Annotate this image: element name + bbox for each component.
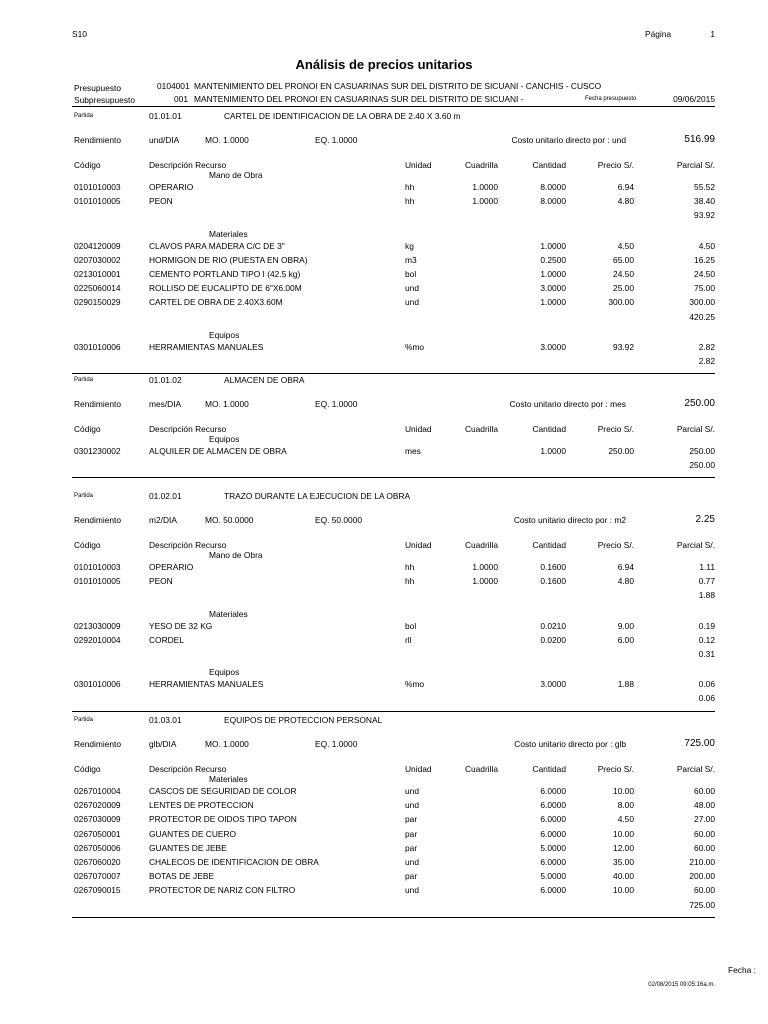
row-cantidad: 6.0000	[540, 828, 566, 839]
row-description: OPERARIO	[149, 182, 194, 192]
col-codigo-header: Código	[74, 424, 101, 434]
page-title: Análisis de precios unitarios	[295, 57, 473, 72]
costo-unitario-value: 2.25	[695, 514, 715, 525]
row-code: 0267030009	[74, 814, 121, 825]
row-unit: m3	[405, 254, 417, 265]
row-unit: und	[405, 800, 419, 811]
col-cuadrilla-header: Cuadrilla	[464, 424, 498, 434]
row-cantidad: 3.0000	[540, 341, 566, 352]
row-parcial: 16.25	[694, 254, 715, 265]
group-subtotal: 250.00	[689, 460, 715, 471]
group-title: Equipos	[209, 667, 240, 678]
row-code: 0301010006	[74, 679, 121, 690]
partida-code: 01.02.01	[149, 491, 182, 501]
row-description: HERRAMIENTAS MANUALES	[149, 341, 264, 352]
col-cuadrilla-header: Cuadrilla	[464, 764, 498, 774]
col-precio-header: Precio S/.	[597, 424, 634, 434]
col-descripcion-header: Descripción Recurso	[149, 540, 227, 550]
row-description: CEMENTO PORTLAND TIPO I (42.5 kg)	[149, 269, 301, 279]
row-cantidad: 8.0000	[540, 182, 566, 192]
costo-unitario-value: 250.00	[684, 398, 715, 409]
col-cantidad-header: Cantidad	[532, 540, 566, 550]
row-precio: 4.80	[617, 576, 634, 587]
costo-unitario-label: Costo unitario directo por : m2	[513, 515, 626, 525]
rendimiento-label: Rendimiento	[74, 135, 122, 145]
row-description: PEON	[149, 576, 173, 587]
row-code: 0204120009	[74, 240, 121, 251]
costo-unitario-label: Costo unitario directo por : mes	[509, 399, 626, 409]
row-unit: rll	[405, 634, 412, 645]
mo-value: MO. 50.0000	[205, 515, 254, 525]
row-cantidad: 6.0000	[540, 786, 566, 796]
footer-fecha-label: Fecha :	[728, 965, 756, 975]
row-cuadrilla: 1.0000	[472, 182, 498, 192]
row-cantidad: 0.2500	[540, 254, 566, 265]
col-cantidad-header: Cantidad	[532, 160, 566, 170]
partida-name: TRAZO DURANTE LA EJECUCION DE LA OBRA	[224, 491, 411, 501]
col-cantidad-header: Cantidad	[532, 764, 566, 774]
partida-name: ALMACEN DE OBRA	[224, 375, 305, 385]
row-description: ROLLISO DE EUCALIPTO DE 6"X6.00M	[149, 283, 302, 294]
rendimiento-unit: glb/DIA	[149, 739, 177, 749]
row-unit: bol	[405, 620, 417, 631]
partida-code: 01.01.01	[149, 111, 182, 121]
row-code: 0267070007	[74, 871, 121, 882]
row-description: PEON	[149, 196, 173, 207]
row-parcial: 2.82	[698, 341, 715, 352]
row-unit: und	[405, 297, 419, 308]
row-unit: und	[405, 283, 419, 294]
col-parcial-header: Parcial S/.	[676, 540, 715, 550]
row-precio: 10.00	[613, 786, 634, 796]
row-precio: 8.00	[617, 800, 634, 811]
costo-unitario-label: Costo unitario directo por : glb	[514, 739, 626, 749]
row-code: 0213030009	[74, 620, 121, 631]
row-code: 0101010005	[74, 576, 121, 587]
row-cantidad: 5.0000	[540, 842, 566, 853]
presupuesto-description: MANTENIMIENTO DEL PRONOI EN CASUARINAS SUR DEL DISTRITO DE SICUANI - CANCHIS - CUSCO	[194, 81, 602, 91]
row-cantidad: 3.0000	[540, 283, 566, 294]
group-subtotal: 420.25	[689, 311, 715, 322]
group-title: Mano de Obra	[209, 550, 263, 560]
partida-name: CARTEL DE IDENTIFICACION DE LA OBRA DE 2.40 X 3.60 m	[224, 111, 461, 121]
row-precio: 6.94	[617, 182, 634, 192]
row-description: PROTECTOR DE OIDOS TIPO TAPON	[149, 814, 297, 825]
row-description: GUANTES DE CUERO	[149, 828, 237, 839]
row-description: BOTAS DE JEBE	[149, 871, 214, 882]
col-unidad-header: Unidad	[405, 424, 432, 434]
row-parcial: 0.77	[698, 576, 715, 587]
subpresupuesto-label: Subpresupuesto	[74, 95, 135, 105]
row-description: CHALECOS DE IDENTIFICACION DE OBRA	[149, 857, 319, 867]
row-code: 0101010003	[74, 562, 121, 572]
group-subtotal: 725.00	[689, 899, 715, 910]
row-cuadrilla: 1.0000	[472, 196, 498, 207]
partida-label: Partida	[74, 377, 94, 383]
col-cuadrilla-header: Cuadrilla	[464, 160, 498, 170]
page-label: Página	[645, 29, 672, 39]
row-precio: 65.00	[613, 254, 634, 265]
rendimiento-label: Rendimiento	[74, 515, 122, 525]
row-unit: %mo	[405, 341, 425, 352]
col-cantidad-header: Cantidad	[532, 424, 566, 434]
row-description: HORMIGON DE RIO (PUESTA EN OBRA)	[149, 254, 308, 265]
group-subtotal: 2.82	[698, 356, 715, 366]
row-code: 0267020009	[74, 800, 121, 811]
presupuesto-label: Presupuesto	[74, 83, 122, 93]
row-code: 0292010004	[74, 634, 121, 645]
row-parcial: 75.00	[694, 283, 715, 294]
footer-timestamp: 02/08/2015 09:05:16a.m.	[648, 982, 715, 988]
row-parcial: 24.50	[694, 269, 715, 279]
row-code: 0213010001	[74, 269, 121, 279]
group-subtotal: 0.31	[698, 649, 715, 659]
subpresupuesto-description: MANTENIMIENTO DEL PRONOI EN CASUARINAS SUR DEL DISTRITO DE SICUANI -	[194, 94, 524, 104]
row-parcial: 250.00	[689, 446, 715, 456]
row-description: PROTECTOR DE NARIZ CON FILTRO	[149, 885, 296, 896]
row-parcial: 200.00	[689, 871, 715, 882]
costo-unitario-value: 725.00	[684, 738, 715, 749]
row-code: 0207030002	[74, 254, 121, 265]
group-subtotal: 0.06	[698, 693, 715, 704]
col-precio-header: Precio S/.	[597, 160, 634, 170]
col-descripcion-header: Descripción Recurso	[149, 160, 227, 170]
row-description: CLAVOS PARA MADERA C/C DE 3"	[149, 240, 285, 251]
row-code: 0301230002	[74, 446, 121, 456]
row-parcial: 48.00	[694, 800, 715, 811]
row-unit: kg	[405, 240, 414, 251]
row-code: 0290150029	[74, 297, 121, 308]
group-title: Equipos	[209, 434, 240, 444]
row-cantidad: 0.1600	[540, 576, 566, 587]
row-unit: par	[405, 814, 418, 825]
mo-value: MO. 1.0000	[205, 739, 249, 749]
row-cantidad: 1.0000	[540, 446, 566, 456]
partida-divider	[72, 711, 715, 712]
eq-value: EQ. 1.0000	[315, 399, 358, 409]
col-parcial-header: Parcial S/.	[676, 764, 715, 774]
col-codigo-header: Código	[74, 160, 101, 170]
rendimiento-label: Rendimiento	[74, 399, 122, 409]
row-precio: 93.92	[613, 341, 634, 352]
row-code: 0301010006	[74, 341, 121, 352]
row-cantidad: 5.0000	[540, 871, 566, 882]
row-precio: 25.00	[613, 283, 634, 294]
row-description: CASCOS DE SEGURIDAD DE COLOR	[149, 786, 297, 796]
row-cantidad: 0.0200	[540, 634, 566, 645]
group-title: Materiales	[209, 774, 248, 784]
row-description: YESO DE 32 KG	[149, 620, 213, 631]
page-number: 1	[710, 29, 715, 39]
row-parcial: 210.00	[689, 857, 715, 867]
row-cantidad: 6.0000	[540, 885, 566, 896]
col-unidad-header: Unidad	[405, 160, 432, 170]
col-codigo-header: Código	[74, 540, 101, 550]
col-cuadrilla-header: Cuadrilla	[464, 540, 498, 550]
row-cantidad: 1.0000	[540, 269, 566, 279]
row-code: 0267090015	[74, 885, 121, 896]
row-unit: %mo	[405, 679, 425, 690]
row-parcial: 300.00	[689, 297, 715, 308]
col-precio-header: Precio S/.	[597, 764, 634, 774]
fecha-presupuesto-value: 09/06/2015	[673, 94, 715, 104]
row-precio: 4.50	[617, 240, 634, 251]
row-cantidad: 1.0000	[540, 240, 566, 251]
row-unit: par	[405, 871, 418, 882]
subpresupuesto-code: 001	[174, 94, 188, 104]
rendimiento-unit: m2/DIA	[149, 515, 177, 525]
row-parcial: 0.06	[698, 679, 715, 690]
partida-divider	[72, 477, 715, 478]
row-precio: 40.00	[613, 871, 634, 882]
row-description: CARTEL DE OBRA DE 2.40X3.60M	[149, 297, 283, 308]
fecha-presupuesto-label: Fecha presupuesto	[585, 96, 637, 102]
row-parcial: 60.00	[694, 885, 715, 896]
row-parcial: 60.00	[694, 842, 715, 853]
rendimiento-unit: und/DIA	[149, 135, 180, 145]
row-parcial: 27.00	[694, 814, 715, 825]
col-codigo-header: Código	[74, 764, 101, 774]
row-parcial: 38.40	[694, 196, 715, 207]
row-unit: bol	[405, 269, 417, 279]
row-precio: 6.00	[617, 634, 634, 645]
eq-value: EQ. 1.0000	[315, 135, 358, 145]
partida-label: Partida	[74, 717, 94, 723]
row-parcial: 60.00	[694, 828, 715, 839]
row-cuadrilla: 1.0000	[472, 576, 498, 587]
row-code: 0101010005	[74, 196, 121, 207]
report-code: S10	[72, 29, 87, 39]
row-unit: hh	[405, 576, 415, 587]
row-cantidad: 1.0000	[540, 297, 566, 308]
row-precio: 10.00	[613, 828, 634, 839]
row-description: LENTES DE PROTECCION	[149, 800, 254, 811]
row-unit: hh	[405, 182, 415, 192]
col-descripcion-header: Descripción Recurso	[149, 764, 227, 774]
row-parcial: 4.50	[698, 240, 715, 251]
row-description: GUANTES DE JEBE	[149, 842, 227, 853]
eq-value: EQ. 50.0000	[315, 515, 363, 525]
col-precio-header: Precio S/.	[597, 540, 634, 550]
row-unit: hh	[405, 562, 415, 572]
rendimiento-label: Rendimiento	[74, 739, 122, 749]
row-description: CORDEL	[149, 634, 184, 645]
row-unit: hh	[405, 196, 415, 207]
row-code: 0267050006	[74, 842, 121, 853]
costo-unitario-value: 516.99	[684, 134, 715, 145]
row-parcial: 60.00	[694, 786, 715, 796]
row-cantidad: 8.0000	[540, 196, 566, 207]
row-unit: und	[405, 786, 419, 796]
row-description: OPERARIO	[149, 562, 194, 572]
col-descripcion-header: Descripción Recurso	[149, 424, 227, 434]
row-precio: 6.94	[617, 562, 634, 572]
row-precio: 24.50	[613, 269, 634, 279]
row-cantidad: 0.0210	[540, 620, 566, 631]
col-unidad-header: Unidad	[405, 764, 432, 774]
row-precio: 250.00	[608, 446, 634, 456]
row-precio: 12.00	[613, 842, 634, 853]
mo-value: MO. 1.0000	[205, 399, 249, 409]
row-code: 0267060020	[74, 857, 121, 867]
presupuesto-code: 0104001	[157, 81, 190, 91]
row-precio: 1.88	[617, 679, 634, 690]
row-precio: 9.00	[617, 620, 634, 631]
row-precio: 4.80	[617, 196, 634, 207]
row-cantidad: 6.0000	[540, 800, 566, 811]
row-description: ALQUILER DE ALMACEN DE OBRA	[149, 446, 287, 456]
row-unit: par	[405, 842, 418, 853]
group-title: Materiales	[209, 228, 248, 239]
row-unit: und	[405, 857, 419, 867]
group-subtotal: 1.88	[698, 590, 715, 601]
row-parcial: 1.11	[699, 562, 715, 572]
row-code: 0267050001	[74, 828, 121, 839]
row-unit: mes	[405, 446, 421, 456]
row-code: 0267010004	[74, 786, 121, 796]
header-divider	[72, 106, 715, 107]
partida-divider	[72, 917, 715, 918]
partida-label: Partida	[74, 493, 94, 499]
row-code: 0101010003	[74, 182, 121, 192]
partida-label: Partida	[74, 113, 94, 119]
partida-code: 01.01.02	[149, 375, 182, 385]
eq-value: EQ. 1.0000	[315, 739, 358, 749]
group-title: Mano de Obra	[209, 170, 263, 180]
row-unit: und	[405, 885, 419, 896]
partida-name: EQUIPOS DE PROTECCION PERSONAL	[224, 715, 383, 725]
costo-unitario-label: Costo unitario directo por : und	[511, 135, 626, 145]
row-parcial: 0.19	[698, 620, 715, 631]
row-unit: par	[405, 828, 418, 839]
row-cuadrilla: 1.0000	[472, 562, 498, 572]
col-parcial-header: Parcial S/.	[676, 160, 715, 170]
row-parcial: 55.52	[694, 182, 715, 192]
row-precio: 4.50	[617, 814, 634, 825]
col-unidad-header: Unidad	[405, 540, 432, 550]
row-cantidad: 3.0000	[540, 679, 566, 690]
group-subtotal: 93.92	[694, 210, 715, 221]
col-parcial-header: Parcial S/.	[676, 424, 715, 434]
row-cantidad: 0.1600	[540, 562, 566, 572]
row-description: HERRAMIENTAS MANUALES	[149, 679, 264, 690]
row-cantidad: 6.0000	[540, 814, 566, 825]
mo-value: MO. 1.0000	[205, 135, 249, 145]
group-title: Materiales	[209, 608, 248, 619]
row-precio: 10.00	[613, 885, 634, 896]
partida-code: 01.03.01	[149, 715, 182, 725]
rendimiento-unit: mes/DIA	[149, 399, 182, 409]
row-parcial: 0.12	[698, 634, 715, 645]
row-cantidad: 6.0000	[540, 857, 566, 867]
row-code: 0225060014	[74, 283, 121, 294]
row-precio: 35.00	[613, 857, 634, 867]
group-title: Equipos	[209, 329, 240, 340]
row-precio: 300.00	[608, 297, 634, 308]
